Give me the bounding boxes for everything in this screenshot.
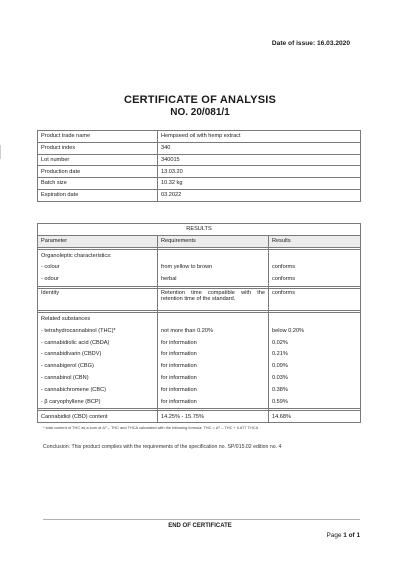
page-number	[250, 532, 360, 539]
related-parameters	[38, 312, 158, 408]
parameter-cbg: - cannabigerol (CBG)	[41, 363, 94, 370]
column-header-results: Results	[269, 235, 361, 247]
result-cbg: 0.09%	[272, 363, 288, 370]
requirement-cbda: for information	[161, 339, 197, 346]
organoleptic-parameters	[38, 249, 158, 286]
column-header-requirements: Requirements	[158, 235, 269, 247]
requirement-cbc: for information	[161, 386, 197, 393]
requirement-cbg: for information	[161, 363, 197, 370]
page-prefix: Page	[326, 532, 342, 539]
product-info-value: 03.2022	[158, 189, 361, 201]
product-info-label: Product trade name	[38, 131, 158, 143]
product-info-label: Expiration date	[38, 189, 158, 201]
product-info-row	[38, 154, 361, 166]
results-column-headers	[38, 235, 361, 247]
identity-result: conforms	[269, 288, 361, 310]
related-substances-title: Related substances	[41, 315, 91, 322]
related-results	[269, 312, 361, 408]
product-info-row	[38, 178, 361, 190]
requirement-bcp: for information	[161, 398, 197, 405]
product-info-table	[37, 130, 361, 202]
identity-requirement: Retention time compatible with the retention time of the standard.	[158, 288, 269, 310]
end-of-certificate: END OF CERTIFICATE	[168, 523, 232, 529]
parameter-cbdv: - cannabidivarin (CBDV)	[41, 351, 102, 358]
product-info-label: Product index	[38, 142, 158, 154]
scan-edge-mark	[0, 145, 1, 159]
requirement-cbn: for information	[161, 374, 197, 381]
product-info-row	[38, 142, 361, 154]
product-info-row	[38, 166, 361, 178]
result-thc: below 0.20%	[272, 327, 305, 334]
result-cbdv: 0.21%	[272, 351, 288, 358]
column-header-parameter: Parameter	[38, 235, 158, 247]
end-divider	[43, 519, 360, 520]
parameter-thc: - tetrahydrocannabinol (THC)*	[41, 327, 116, 334]
product-info-value: Hempseed oil with hemp extract	[158, 131, 361, 143]
product-info-label: Batch size	[38, 178, 158, 190]
parameter-colour: - colour	[41, 264, 60, 271]
organoleptic-results	[269, 249, 361, 286]
page-title: CERTIFICATE OF ANALYSIS	[123, 94, 277, 106]
page-total: 1	[356, 532, 360, 539]
product-info-value: 13.03.20	[158, 166, 361, 178]
requirement-cbdv: for information	[161, 351, 197, 358]
requirement-thc: not more than 0.20%	[161, 327, 213, 334]
parameter-cbda: - cannabidiolic acid (CBDA)	[41, 339, 110, 346]
results-heading-row	[38, 224, 361, 236]
cbd-parameter: Cannabidiol (CBD) content	[38, 411, 158, 423]
date-of-issue: Date of issue: 16.03.2020	[271, 40, 350, 47]
product-info-row	[38, 189, 361, 201]
product-info-value: 340	[158, 142, 361, 154]
organoleptic-title: Organoleptic characteristics:	[41, 252, 112, 259]
parameter-cbc: - cannabichromene (CBC)	[41, 386, 106, 393]
cbd-result: 14.68%	[269, 411, 361, 423]
cbd-requirement: 14.25% - 15.75%	[158, 411, 269, 423]
certificate-number: NO. 20/081/1	[170, 107, 230, 118]
result-odour: conforms	[272, 276, 296, 283]
result-cbda: 0.02%	[272, 339, 288, 346]
result-cbc: 0.38%	[272, 386, 288, 393]
identity-row	[38, 288, 361, 310]
thc-footnote: * total content of THC as a sum of Δ⁹ – THC and THCA calculated with the following formula: THC = Δ⁹ – THC + 0.877 THCA	[43, 425, 259, 430]
organoleptic-requirements	[158, 249, 269, 286]
result-bcp: 0.59%	[272, 398, 288, 405]
conclusion-text: Conclusion: This product complies with the requirements of the specification no. SP/015.02 edition no. 4	[43, 444, 282, 450]
product-info-value: 10.32 kg	[158, 178, 361, 190]
parameter-bcp: - β caryophyllene (BCP)	[41, 398, 101, 405]
product-info-label: Lot number	[38, 154, 158, 166]
page-of: of	[348, 532, 355, 539]
requirement-odour: herbal	[161, 276, 177, 283]
related-substances-row	[38, 312, 361, 408]
organoleptic-row	[38, 249, 361, 286]
results-heading: RESULTS	[38, 224, 361, 236]
product-info-value: 340015	[158, 154, 361, 166]
related-requirements	[158, 312, 269, 408]
requirement-colour: from yellow to brown	[161, 264, 213, 271]
parameter-odour: - odour	[41, 276, 59, 283]
results-table	[37, 223, 361, 423]
cbd-content-row	[38, 411, 361, 423]
product-info-row	[38, 131, 361, 143]
parameter-cbn: - cannabinol (CBN)	[41, 374, 89, 381]
product-info-label: Production date	[38, 166, 158, 178]
result-cbn: 0.03%	[272, 374, 288, 381]
identity-parameter: Identity	[38, 288, 158, 310]
page-current: 1	[343, 532, 347, 539]
result-colour: conforms	[272, 264, 296, 271]
